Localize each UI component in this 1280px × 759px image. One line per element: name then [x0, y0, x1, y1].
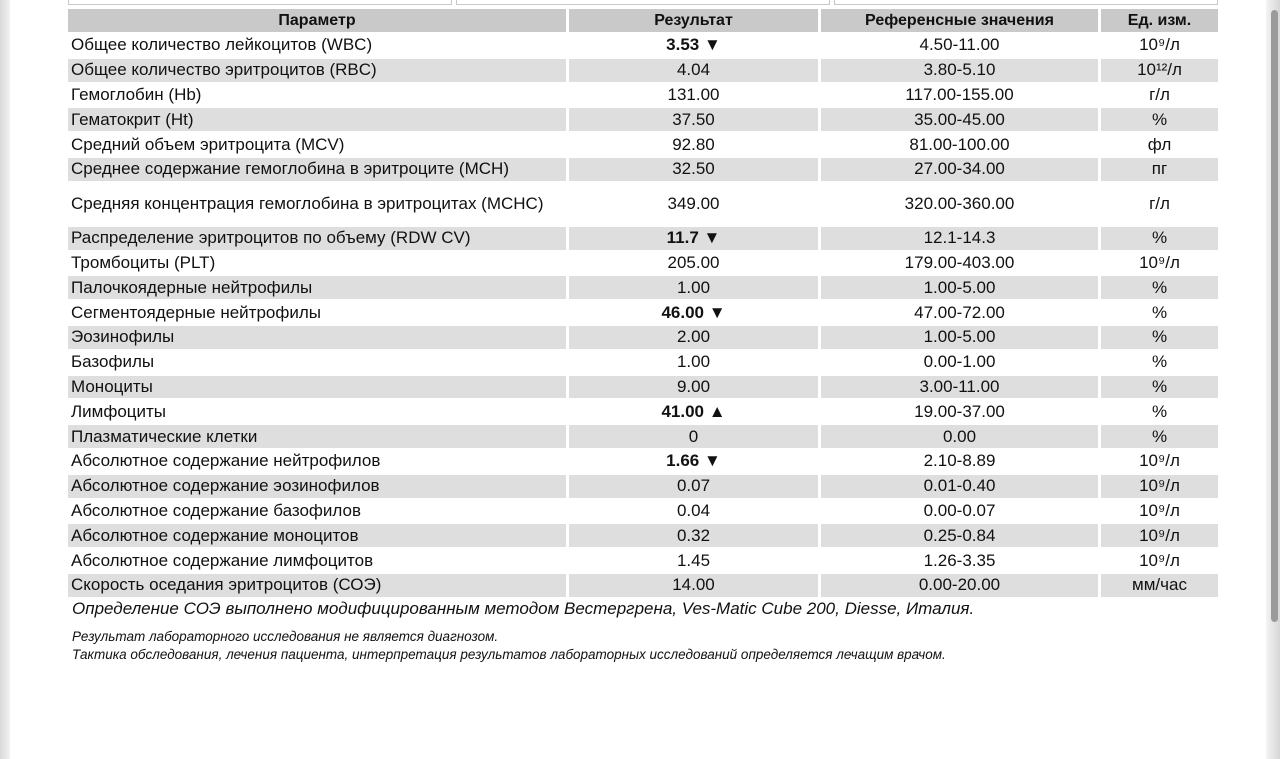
cell-param: Распределение эритроцитов по объему (RDW CV) — [68, 227, 569, 250]
header-result: Результат — [569, 9, 821, 32]
header-unit: Ед. изм. — [1101, 9, 1218, 32]
cell-result: 14.00 — [569, 574, 821, 597]
cell-param: Общее количество эритроцитов (RBC) — [68, 59, 569, 82]
table-row — [68, 549, 1218, 572]
cell-param: Средняя концентрация гемоглобина в эритроцитах (MCHC) — [68, 183, 569, 225]
cell-unit: 10⁹/л — [1139, 500, 1180, 520]
cell-reference: 0.00-20.00 — [821, 574, 1101, 597]
cell-reference: 27.00-34.00 — [821, 158, 1101, 181]
cell-param: Среднее содержание гемоглобина в эритроците (MCH) — [68, 158, 569, 181]
cell-unit: % — [1101, 276, 1218, 299]
cell-unit: 10⁹/л — [1101, 475, 1218, 498]
cell-unit: г/л — [1149, 193, 1170, 213]
table-row — [68, 158, 1218, 181]
cell-param: Гемоглобин (Hb) — [68, 84, 569, 107]
table-row — [68, 59, 1218, 82]
cell-reference: 1.00-5.00 — [821, 276, 1101, 299]
cell-result: 37.50 — [569, 108, 821, 131]
table-row — [68, 351, 1218, 374]
cell-reference: 81.00-100.00 — [821, 133, 1101, 156]
cell-param: Тромбоциты (PLT) — [68, 252, 569, 275]
cell-unit: % — [1101, 227, 1218, 250]
cell-result: 0.07 — [569, 475, 821, 498]
cell-param: Средний объем эритроцита (MCV) — [68, 133, 569, 156]
table-row — [68, 276, 1218, 299]
cell-unit: 10⁹/л — [1139, 252, 1180, 272]
table-row — [68, 326, 1218, 349]
cell-reference: 0.00-0.07 — [821, 500, 1101, 523]
cell-reference: 2.10-8.89 — [821, 450, 1101, 473]
table-row — [68, 301, 1218, 324]
method-note: Определение СОЭ выполнено модифицированным методом Вестергрена, Ves-Matic Cube 200, Diesse, Италия. — [72, 599, 975, 618]
cell-result: 0 — [569, 425, 821, 448]
table-row — [68, 133, 1218, 156]
cell-param: Абсолютное содержание моноцитов — [68, 524, 569, 547]
table-row — [68, 450, 1218, 473]
cell-result: 11.7 ▼ — [569, 227, 821, 250]
table-row — [68, 252, 1218, 275]
table-header-row — [68, 9, 1218, 32]
scrollbar-track[interactable] — [1266, 0, 1280, 759]
cell-param: Лимфоциты — [68, 400, 569, 423]
table-row — [68, 574, 1218, 597]
cell-unit: % — [1101, 376, 1218, 399]
table-row — [68, 500, 1218, 523]
cell-result: 349.00 — [569, 183, 821, 225]
cell-unit: пг — [1101, 158, 1218, 181]
cell-result: 92.80 — [569, 133, 821, 156]
table-row — [68, 227, 1218, 250]
lab-results-table — [68, 7, 1218, 599]
cell-result: 1.45 — [569, 549, 821, 572]
table-row — [68, 524, 1218, 547]
cell-reference: 0.00-1.00 — [821, 351, 1101, 374]
cell-reference: 179.00-403.00 — [821, 252, 1101, 275]
cell-unit: % — [1101, 108, 1218, 131]
cell-param: Моноциты — [68, 376, 569, 399]
cell-param: Плазматические клетки — [68, 425, 569, 448]
cell-reference: 4.50-11.00 — [821, 34, 1101, 57]
cell-reference: 12.1-14.3 — [821, 227, 1101, 250]
cell-result: 4.04 — [569, 59, 821, 82]
cell-result: 131.00 — [569, 84, 821, 107]
cell-reference: 35.00-45.00 — [821, 108, 1101, 131]
cell-result: 46.00 ▼ — [569, 301, 821, 324]
cell-result: 1.00 — [569, 276, 821, 299]
table-row — [68, 183, 1218, 225]
cell-reference: 320.00-360.00 — [821, 183, 1101, 225]
cell-unit: % — [1151, 302, 1168, 322]
cell-unit: % — [1151, 352, 1168, 372]
cell-unit: фл — [1147, 134, 1172, 154]
cell-param: Абсолютное содержание базофилов — [68, 500, 569, 523]
cell-param: Скорость оседания эритроцитов (СОЭ) — [68, 574, 569, 597]
cell-param: Сегментоядерные нейтрофилы — [68, 301, 569, 324]
cell-unit: % — [1101, 326, 1218, 349]
cell-reference: 0.00 — [821, 425, 1101, 448]
table-row — [68, 425, 1218, 448]
cell-reference: 47.00-72.00 — [821, 301, 1101, 324]
cell-result: 0.04 — [569, 500, 821, 523]
header-reference: Референсные значения — [821, 9, 1101, 32]
cell-result: 0.32 — [569, 524, 821, 547]
cell-result: 1.66 ▼ — [569, 450, 821, 473]
cell-param: Эозинофилы — [68, 326, 569, 349]
table-row — [68, 84, 1218, 107]
cell-unit: г/л — [1149, 84, 1170, 104]
cell-unit: % — [1151, 401, 1168, 421]
cell-result: 9.00 — [569, 376, 821, 399]
disclaimer-doctor: Тактика обследования, лечения пациента, интерпретация результатов лабораторных исследований определяется лечащим врачом. — [72, 647, 946, 662]
cell-result: 1.00 — [569, 351, 821, 374]
table-row — [68, 376, 1218, 399]
cell-param: Абсолютное содержание эозинофилов — [68, 475, 569, 498]
cell-unit: 10⁹/л — [1139, 550, 1180, 570]
cell-unit: 10⁹/л — [1101, 524, 1218, 547]
table-row — [68, 475, 1218, 498]
previous-table-edge — [68, 0, 1218, 5]
table-body — [68, 34, 1218, 597]
cell-reference: 3.00-11.00 — [821, 376, 1101, 399]
cell-param: Общее количество лейкоцитов (WBC) — [68, 34, 569, 57]
cell-reference: 19.00-37.00 — [821, 400, 1101, 423]
cell-reference: 117.00-155.00 — [821, 84, 1101, 107]
cell-unit: 10¹²/л — [1101, 59, 1218, 82]
cell-result: 41.00 ▲ — [569, 400, 821, 423]
cell-param: Гематокрит (Ht) — [68, 108, 569, 131]
page-left-edge — [0, 0, 10, 759]
cell-unit: мм/час — [1101, 574, 1218, 597]
cell-unit: 10⁹/л — [1139, 35, 1180, 55]
cell-result: 2.00 — [569, 326, 821, 349]
cell-param: Базофилы — [68, 351, 569, 374]
cell-reference: 0.25-0.84 — [821, 524, 1101, 547]
header-param: Параметр — [68, 9, 569, 32]
cell-reference: 1.00-5.00 — [821, 326, 1101, 349]
cell-reference: 3.80-5.10 — [821, 59, 1101, 82]
cell-unit: % — [1101, 425, 1218, 448]
cell-result: 3.53 ▼ — [569, 34, 821, 57]
table-row — [68, 108, 1218, 131]
disclaimer-diagnosis: Результат лабораторного исследования не является диагнозом. — [72, 629, 499, 644]
table-row — [68, 400, 1218, 423]
cell-param: Абсолютное содержание лимфоцитов — [68, 549, 569, 572]
cell-result: 32.50 — [569, 158, 821, 181]
cell-reference: 1.26-3.35 — [821, 549, 1101, 572]
scrollbar-thumb[interactable] — [1271, 10, 1278, 622]
cell-reference: 0.01-0.40 — [821, 475, 1101, 498]
table-row — [68, 34, 1218, 57]
cell-result: 205.00 — [569, 252, 821, 275]
cell-param: Палочкоядерные нейтрофилы — [68, 276, 569, 299]
cell-unit: 10⁹/л — [1139, 451, 1180, 471]
cell-param: Абсолютное содержание нейтрофилов — [68, 450, 569, 473]
